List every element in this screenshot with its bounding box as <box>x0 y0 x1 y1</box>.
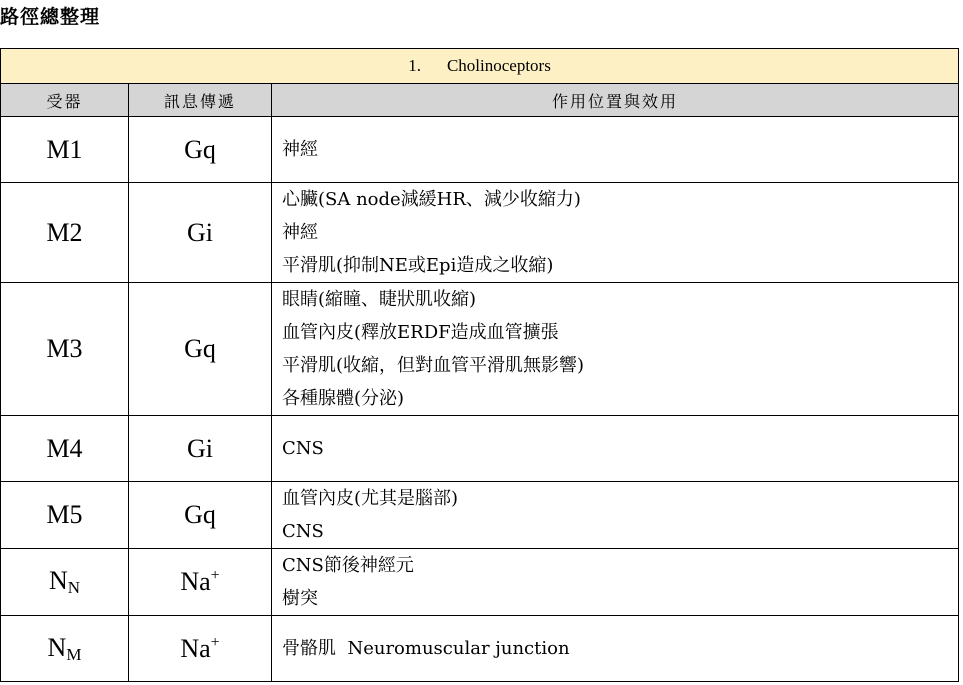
effect-cell <box>272 482 959 549</box>
table-row <box>1 183 959 283</box>
section-title: Cholinoceptors <box>446 56 551 75</box>
receptor-cell: M5 <box>1 482 129 549</box>
effect-cell <box>272 183 959 283</box>
effect-line: 各種腺體(分泌) <box>282 388 405 409</box>
effect-line: 血管內皮(尤其是腦部) <box>282 488 459 509</box>
table-header-row <box>1 84 959 117</box>
table-row <box>1 416 959 482</box>
table-row <box>1 549 959 616</box>
effect-line: 平滑肌(抑制NE或Epi造成之收縮) <box>282 255 554 276</box>
effect-cell <box>272 416 959 482</box>
table-title <box>1 49 959 84</box>
receptor-cell: M4 <box>1 416 129 482</box>
signal-cell: Gq <box>129 482 272 549</box>
effect-line: 平滑肌(收縮，但對血管平滑肌無影響) <box>282 355 585 376</box>
receptor-cell: $N_N$ <box>1 549 129 616</box>
page-heading: 路徑總整理 <box>0 6 101 28</box>
effect-line: 血管內皮(釋放ERDF造成血管擴張 <box>282 322 559 343</box>
table-title-row <box>1 49 959 84</box>
receptor-cell: M3 <box>1 283 129 416</box>
cholinoceptors-table <box>0 48 959 682</box>
signal-cell: Na+ <box>129 616 272 682</box>
header-effect: 作用位置與效用 <box>272 84 959 117</box>
receptor-cell: M1 <box>1 117 129 183</box>
header-signal: 訊息傳遞 <box>129 84 272 117</box>
effect-cell <box>272 283 959 416</box>
effect-cell <box>272 549 959 616</box>
signal-cell: Gi <box>129 416 272 482</box>
effect-line: 神經 <box>282 222 318 243</box>
effect-line: 樹突 <box>282 588 318 609</box>
effect-line: 骨骼肌 Neuromuscular junction <box>282 638 570 659</box>
header-receptor: 受器 <box>1 84 129 117</box>
effect-line: CNS <box>282 521 324 542</box>
receptor-subscript: N <box>67 578 81 597</box>
receptor-subscript: M <box>66 644 82 664</box>
effect-cell <box>272 117 959 183</box>
table-row <box>1 616 959 682</box>
receptor-cell: $N_M$ <box>1 616 129 682</box>
section-number: 1. <box>408 56 421 75</box>
signal-cell: Gq <box>129 283 272 416</box>
effect-line: 眼睛(縮瞳、睫狀肌收縮) <box>282 289 477 310</box>
effect-line: 神經 <box>282 139 318 160</box>
signal-cell: Gi <box>129 183 272 283</box>
table-row <box>1 117 959 183</box>
table-row <box>1 283 959 416</box>
signal-cell: Na+ <box>129 549 272 616</box>
table-row <box>1 482 959 549</box>
effect-line: CNS節後神經元 <box>282 555 414 576</box>
charge-superscript: + <box>210 567 220 584</box>
effect-line: 心臟(SA node減緩HR、減少收縮力) <box>282 189 581 210</box>
charge-superscript: + <box>210 633 220 651</box>
effect-cell <box>272 616 959 682</box>
effect-line: CNS <box>282 438 324 459</box>
signal-cell: Gq <box>129 117 272 183</box>
receptor-cell: M2 <box>1 183 129 283</box>
